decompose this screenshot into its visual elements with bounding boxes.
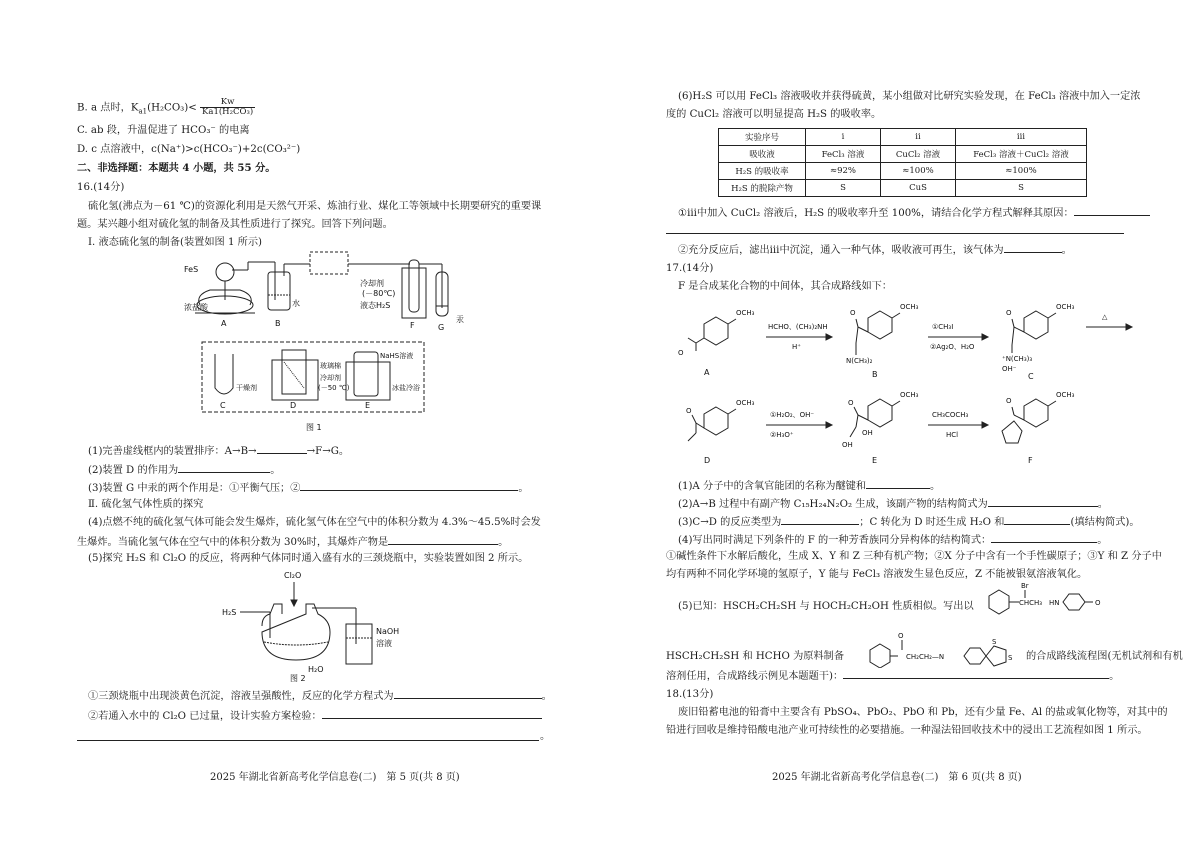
q17-5-end: 。 bbox=[1109, 671, 1120, 682]
benzene-ring-a bbox=[704, 317, 728, 345]
label-oh-e-2: OH bbox=[842, 441, 853, 449]
label-hn: HN bbox=[1049, 599, 1060, 607]
table-cell: FeCl₃ 溶液＋CuCl₂ 溶液 bbox=[956, 146, 1087, 163]
label-o-c: O bbox=[1006, 309, 1012, 317]
q18-line2: 铅进行回收是维持铅酸电池产业可持续性的必要措施。一种湿法铅回收技术中的浸出工艺流程如图 1 所示。 bbox=[666, 725, 1148, 736]
option-b-sub: a1 bbox=[138, 107, 148, 116]
answer-blank[interactable] bbox=[1074, 205, 1150, 216]
q17-3-text: (3)C→D 的反应类型为 bbox=[678, 517, 782, 528]
label-delta: △ bbox=[1102, 313, 1108, 321]
q16-1 bbox=[88, 443, 349, 458]
table-cell: H₂S 的脱除产物 bbox=[719, 180, 806, 197]
label-o-b: O bbox=[850, 309, 856, 317]
answer-blank[interactable] bbox=[322, 708, 542, 719]
q17-2 bbox=[678, 496, 1108, 511]
apparatus-b-bottle bbox=[268, 272, 290, 310]
q16-2-end: 。 bbox=[270, 465, 281, 476]
q16-4-line1: (4)点燃不纯的硫化氢气体可能会发生爆炸，硫化氢气体在空气中的体积分数为 4.3%～45.5%时会发 bbox=[88, 517, 541, 528]
label-glass-wool: 玻璃棉 bbox=[320, 362, 341, 370]
label-reagent-1a: HCHO、(CH₃)₂NH bbox=[768, 323, 828, 331]
answer-blank[interactable] bbox=[300, 480, 518, 491]
table-header-row bbox=[719, 129, 1087, 146]
label-compound-b: B bbox=[872, 370, 878, 379]
q17-3-mid: ；C 转化为 D 时还生成 H₂O 和 bbox=[859, 517, 1005, 528]
option-b bbox=[77, 98, 255, 119]
answer-blank[interactable] bbox=[866, 478, 930, 489]
label-d: D bbox=[290, 401, 297, 410]
label-o-f: O bbox=[1006, 397, 1012, 405]
option-b-mid: (H₂CO₃)< bbox=[147, 102, 197, 114]
answer-line[interactable] bbox=[666, 233, 1124, 234]
label-och3-d: OCH₃ bbox=[736, 399, 755, 407]
table-cell: 吸收液 bbox=[719, 146, 806, 163]
q17-5-text: (5)已知：HSCH₂CH₂SH 与 HOCH₂CH₂OH 性质相似。写出以 bbox=[678, 601, 974, 612]
q16-1-end: →F→G。 bbox=[306, 446, 350, 457]
q17-5-target-structure bbox=[866, 628, 1024, 668]
q16-3-end: 。 bbox=[518, 483, 529, 494]
label-nme2: N(CH₃)₂ bbox=[846, 357, 873, 365]
label-reagent-2b: ②Ag₂O、H₂O bbox=[930, 343, 975, 351]
label-compound-d: D bbox=[704, 456, 711, 465]
q6-a bbox=[678, 205, 1150, 220]
table-header-cell: ⅲ bbox=[956, 129, 1087, 146]
label-ice-bath: 冰盐冷浴 bbox=[392, 384, 420, 392]
q16-4-text: 生爆炸。当硫化氢气体在空气中的体积分数为 30%时，其爆炸产物是 bbox=[77, 537, 389, 548]
benzene-ring-c bbox=[1024, 311, 1048, 339]
dioxolane-ring bbox=[1002, 421, 1022, 443]
q16-5: (5)探究 H₂S 和 Cl₂O 的反应，将两种气体同时通入盛有水的三颈烧瓶中，实验装置如图 2 所示。 bbox=[88, 553, 529, 564]
answer-blank[interactable] bbox=[843, 668, 1109, 679]
q18-line1: 废旧铅蓄电池的铅膏中主要含有 PbSO₄、PbO₂、PbO 和 Pb，还有少量 Fe、Al 的盐或氧化物等，对其中的 bbox=[678, 707, 1168, 718]
answer-blank[interactable] bbox=[991, 532, 1097, 543]
label-och3-a: OCH₃ bbox=[736, 309, 755, 317]
table-cell: S bbox=[806, 180, 881, 197]
answer-blank[interactable] bbox=[988, 496, 1098, 507]
section-heading: 二、非选择题：本题共 4 小题，共 55 分。 bbox=[77, 162, 276, 174]
label-o-a: O bbox=[678, 349, 684, 357]
answer-blank[interactable] bbox=[1004, 242, 1062, 253]
apparatus-e-bath bbox=[346, 362, 390, 400]
label-drier: 干燥剂 bbox=[236, 384, 257, 392]
q16-heading: 16.(14分) bbox=[77, 182, 125, 193]
answer-blank[interactable] bbox=[388, 534, 498, 545]
apparatus-c-u-tube bbox=[215, 354, 233, 394]
table-row bbox=[719, 163, 1087, 180]
answer-blank[interactable] bbox=[394, 688, 542, 699]
label-o-ketone: O bbox=[1095, 599, 1101, 607]
q16-5-1-text: ①三颈烧瓶中出现淡黄色沉淀，溶液呈强酸性，反应的化学方程式为 bbox=[88, 691, 394, 702]
label-reagent-3b: ②H₃O⁺ bbox=[770, 431, 794, 439]
q17-5-line2 bbox=[666, 650, 844, 663]
label-naoh: NaOH bbox=[376, 627, 400, 636]
figure-2-apparatus bbox=[222, 568, 422, 683]
figure-1-apparatus bbox=[180, 250, 510, 436]
label-g: G bbox=[438, 323, 445, 332]
q16-3-text: (3)装置 G 中汞的两个作用是：①平衡气压；② bbox=[88, 483, 301, 494]
label-temp-2: (－50 ℃) bbox=[318, 384, 350, 392]
label-a: A bbox=[221, 319, 227, 328]
label-och3-e: OCH₃ bbox=[900, 391, 919, 399]
figure-1-caption: 图 1 bbox=[306, 423, 322, 432]
label-nme3: ⁺N(CH₃)₃ bbox=[1002, 355, 1033, 363]
label-e: E bbox=[365, 401, 371, 410]
q16-part2-title: Ⅱ. 硫化氢气体性质的探究 bbox=[88, 499, 204, 510]
q17-2-text: (2)A→B 过程中有副产物 C₁₅H₂₄N₂O₂ 生成，该副产物的结构简式为 bbox=[678, 499, 988, 510]
label-b: B bbox=[275, 319, 281, 328]
label-reagent-2a: ①CH₃I bbox=[932, 323, 954, 331]
label-compound-c: C bbox=[1028, 372, 1034, 381]
table-header-cell: ⅱ bbox=[881, 129, 956, 146]
q17-4-conditions-2: 均有两种不同化学环境的氢原子，Y 能与 FeCl₃ 溶液发生显色反应，Z 不能被银氨溶液氧化。 bbox=[666, 569, 1088, 580]
q16-3 bbox=[88, 480, 529, 495]
label-br: Br bbox=[1021, 582, 1029, 590]
benzene-ring-f bbox=[1024, 399, 1048, 427]
naoh-beaker bbox=[346, 624, 372, 664]
answer-blank[interactable] bbox=[781, 514, 859, 525]
answer-blank[interactable] bbox=[178, 462, 270, 473]
label-compound-f: F bbox=[1028, 456, 1033, 465]
answer-blank[interactable] bbox=[1004, 514, 1070, 525]
q6-line2: 度的 CuCl₂ 溶液可以明显提高 H₂S 的吸收率。 bbox=[666, 109, 882, 120]
label-o-target: O bbox=[898, 632, 904, 640]
q16-part1-title: Ⅰ. 液态硫化氢的制备(装置如图 1 所示) bbox=[88, 237, 263, 248]
fraction-numerator: Kw bbox=[200, 98, 255, 108]
label-h2o: H₂O bbox=[308, 665, 324, 674]
q17-intro: F 是合成某化合物的中间体，其合成路线如下： bbox=[678, 281, 893, 292]
q6-b-text: ②充分反应后，滤出ⅲ中沉淀，通入一种气体，吸收液可再生，该气体为 bbox=[678, 245, 1004, 256]
apparatus-f-beaker bbox=[402, 268, 426, 318]
q16-5-2-end: 。 bbox=[540, 731, 551, 742]
q17-heading: 17.(14分) bbox=[666, 263, 714, 274]
label-o-d: O bbox=[686, 407, 692, 415]
dithiolane-ring bbox=[986, 646, 1006, 666]
q17-5-line3 bbox=[666, 668, 1119, 683]
piperidine-ring bbox=[964, 648, 986, 664]
table-header-cell: 实验序号 bbox=[719, 129, 806, 146]
label-oh-e-1: OH bbox=[862, 429, 873, 437]
q17-4-conditions-1: ①碱性条件下水解后酸化，生成 X、Y 和 Z 三种有机产物；②X 分子中含有一个手性碳原子；③Y 和 Z 分子中 bbox=[666, 551, 1162, 562]
answer-blank[interactable] bbox=[257, 443, 307, 454]
q6-line1: (6)H₂S 可以用 FeCl₃ 溶液吸收并获得硫黄，某小组做对比研究实验发现，在 FeCl₃ 溶液中加入一定浓 bbox=[678, 91, 1141, 102]
q17-3 bbox=[678, 514, 1140, 529]
table-cell: S bbox=[956, 180, 1087, 197]
benzene-ring-b bbox=[868, 311, 892, 339]
label-nahs: NaHS溶液 bbox=[380, 352, 414, 360]
label-hydroxide: OH⁻ bbox=[1002, 365, 1017, 373]
label-solution: 溶液 bbox=[376, 639, 392, 648]
label-och3-f: OCH₃ bbox=[1056, 391, 1075, 399]
label-reagent-4a: CH₃COCH₃ bbox=[932, 411, 969, 419]
label-compound-e: E bbox=[872, 456, 878, 465]
option-b-text: B. a 点时，K bbox=[77, 102, 139, 114]
table-row bbox=[719, 146, 1087, 163]
q16-4-line2 bbox=[77, 534, 508, 549]
label-cl2o: Cl₂O bbox=[284, 571, 302, 580]
benzene-ring-q5 bbox=[989, 590, 1009, 614]
q17-4 bbox=[678, 532, 1107, 547]
label-reagent-3a: ①H₂O₂、OH⁻ bbox=[770, 411, 815, 419]
label-reagent-1b: H⁺ bbox=[792, 343, 801, 351]
q16-5-1 bbox=[88, 688, 552, 703]
label-compound-a: A bbox=[704, 368, 710, 377]
piperidone-ring bbox=[1063, 594, 1085, 610]
answer-line[interactable] bbox=[77, 740, 539, 741]
q17-5-reagents-structure bbox=[985, 580, 1135, 616]
apparatus-e-bottle bbox=[354, 352, 378, 396]
label-acid: 浓盐酸 bbox=[184, 303, 208, 312]
q16-4-end: 。 bbox=[498, 537, 509, 548]
q17-5-text-3: 溶剂任用，合成路线示例见本题题干)： bbox=[666, 671, 844, 682]
label-och3-b: OCH₃ bbox=[900, 303, 919, 311]
label-och3-c: OCH₃ bbox=[1056, 303, 1075, 311]
fraction-denominator: Ka1(H₂CO₃) bbox=[202, 107, 254, 117]
q16-2 bbox=[88, 462, 280, 477]
label-o-e: O bbox=[848, 399, 854, 407]
q16-5-2-text: ②若通入水中的 Cl₂O 已过量，设计实验方案检验： bbox=[88, 711, 322, 722]
q18-heading: 18.(13分) bbox=[666, 689, 714, 700]
label-f: F bbox=[410, 321, 415, 330]
benzene-ring-e bbox=[868, 399, 892, 427]
q16-5-1-end: 。 bbox=[541, 691, 552, 702]
absorption-table bbox=[718, 128, 1087, 197]
q17-4-end: 。 bbox=[1097, 535, 1108, 546]
label-chch3: CHCH₃ bbox=[1019, 599, 1043, 607]
option-b-fraction bbox=[200, 98, 255, 117]
table-cell: CuCl₂ 溶液 bbox=[881, 146, 956, 163]
option-d: D. c 点溶液中，c(Na⁺)>c(HCO₃⁻)+2c(CO₃²⁻) bbox=[77, 144, 301, 155]
table-header-cell: ⅰ bbox=[806, 129, 881, 146]
page-footer-left: 2025 年湖北省新高考化学信息卷(二) 第 5 页(共 8 页) bbox=[210, 772, 460, 783]
option-c: C. ab 段，升温促进了 HCO₃⁻ 的电离 bbox=[77, 125, 250, 136]
q17-1-text: (1)A 分子中的含氧官能团的名称为醚键和 bbox=[678, 481, 867, 492]
label-chain: CH₂CH₂—N bbox=[906, 653, 945, 661]
q17-1-end: 。 bbox=[930, 481, 941, 492]
table-cell: ≈100% bbox=[956, 163, 1087, 180]
q16-5-2 bbox=[88, 708, 542, 723]
synthesis-scheme bbox=[666, 295, 1136, 467]
label-temp-1: (－80℃) bbox=[362, 289, 396, 298]
label-s-1: S bbox=[992, 638, 997, 646]
label-h2s: H₂S bbox=[222, 608, 237, 617]
placeholder-box bbox=[310, 252, 348, 274]
label-water: 水 bbox=[292, 299, 300, 308]
label-c: C bbox=[220, 401, 226, 410]
q6-b bbox=[678, 242, 1072, 257]
label-reagent-4b: HCl bbox=[946, 431, 959, 439]
q17-1 bbox=[678, 478, 940, 493]
label-liquid-h2s: 液态H₂S bbox=[360, 301, 391, 310]
figure-2-caption: 图 2 bbox=[290, 674, 306, 683]
table-cell: ≈92% bbox=[806, 163, 881, 180]
q16-2-text: (2)装置 D 的作用为 bbox=[88, 465, 179, 476]
q17-5-line2-end: 的合成路线流程图(无机试剂和有机 bbox=[1026, 651, 1183, 662]
right-page bbox=[600, 0, 1200, 848]
q17-3-end: (填结构简式)。 bbox=[1070, 517, 1140, 528]
q16-intro-1: 硫化氢(沸点为－61 ℃)的资源化利用是天然气开采、炼油行业、煤化工等领域中长期要研究的重要课 bbox=[88, 201, 542, 212]
q17-5-line1 bbox=[678, 600, 974, 613]
benzene-ring-d bbox=[704, 407, 728, 435]
label-coolant-2: 冷却剂 bbox=[320, 374, 341, 382]
apparatus-a-bulb bbox=[216, 263, 234, 281]
q6-b-end: 。 bbox=[1061, 245, 1072, 256]
q17-5-text-2: HSCH₂CH₂SH 和 HCHO 为原料制备 bbox=[666, 651, 845, 662]
table-row bbox=[719, 180, 1087, 197]
label-fes: FeS bbox=[184, 265, 199, 274]
table-cell: CuS bbox=[881, 180, 956, 197]
label-s-2: S bbox=[1008, 654, 1013, 662]
q17-2-end: 。 bbox=[1097, 499, 1108, 510]
table-cell: ≈100% bbox=[881, 163, 956, 180]
page-footer-right: 2025 年湖北省新高考化学信息卷(二) 第 6 页(共 8 页) bbox=[772, 772, 1022, 783]
apparatus-d-tube bbox=[282, 350, 306, 394]
table-cell: FeCl₃ 溶液 bbox=[806, 146, 881, 163]
table-cell: H₂S 的吸收率 bbox=[719, 163, 806, 180]
q17-4-text: (4)写出同时满足下列条件的 F 的一种芳香族同分异构体的结构简式： bbox=[678, 535, 992, 546]
label-mercury: 汞 bbox=[456, 315, 464, 324]
benzene-ring-target bbox=[870, 644, 890, 668]
label-coolant-1: 冷却剂 bbox=[360, 279, 384, 288]
q6-a-text: ①ⅲ中加入 CuCl₂ 溶液后，H₂S 的吸收率升至 100%，请结合化学方程式解释其原因： bbox=[678, 208, 1074, 219]
three-neck-flask bbox=[262, 604, 330, 660]
q16-intro-2: 题。某兴趣小组对硫化氢的制备及其性质进行了探究。回答下列问题。 bbox=[77, 219, 393, 230]
q16-1-text: (1)完善虚线框内的装置排序：A→B→ bbox=[88, 446, 257, 457]
